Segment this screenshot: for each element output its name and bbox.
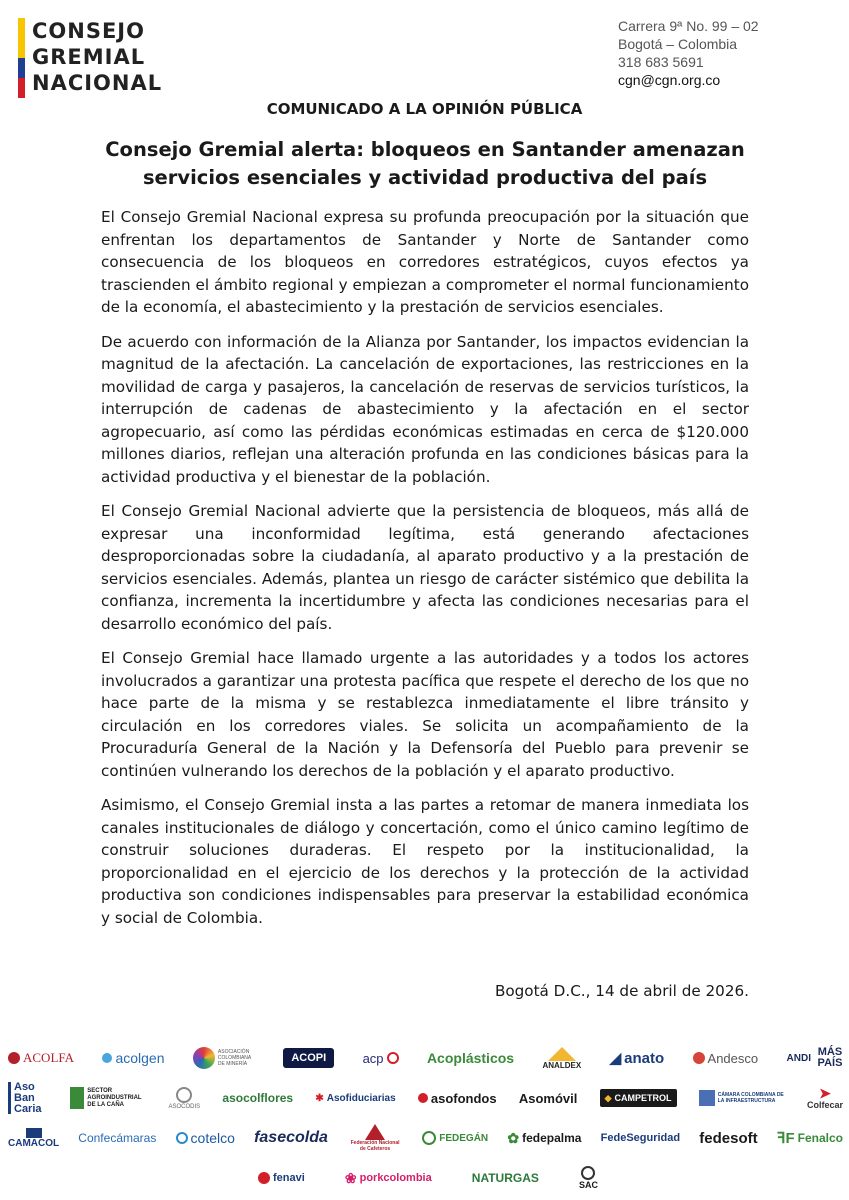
- colfecar-icon: ➤: [819, 1085, 831, 1101]
- cotelco-icon: [176, 1132, 188, 1144]
- logo-acoplasticos: Acoplásticos: [426, 1050, 515, 1066]
- headline-line2: servicios esenciales y actividad productiva del país: [142, 166, 708, 189]
- logo-campetrol: ◆ CAMPETROL: [600, 1089, 677, 1107]
- fnc-icon: [365, 1124, 385, 1140]
- logo-fedepalma: ✿ fedepalma: [507, 1129, 582, 1146]
- flag-blue: [18, 58, 25, 78]
- logo-fedesoft: fedesoft: [699, 1129, 758, 1147]
- logo-asocodis: ASOCODIS: [168, 1082, 200, 1114]
- camacol-icon: [26, 1128, 42, 1138]
- porkcolombia-icon: ❀: [344, 1169, 357, 1186]
- cgn-logo: [18, 18, 178, 100]
- logo-cotelco: cotelco: [176, 1122, 235, 1154]
- anato-icon: ◢: [609, 1050, 622, 1067]
- asofiduciarias-icon: ✱: [315, 1092, 324, 1104]
- logo-asobancaria: Aso Ban Caria: [8, 1082, 48, 1114]
- logo-andi: ANDI MÁS PAÍS: [786, 1046, 843, 1069]
- campetrol-icon: ◆: [604, 1092, 612, 1103]
- fenalco-icon: ꟻF: [776, 1130, 795, 1147]
- document-subtitle: COMUNICADO A LA OPINIÓN PÚBLICA: [266, 100, 583, 118]
- logo-naturgas: NATURGAS: [471, 1171, 539, 1185]
- acp-icon: [387, 1052, 399, 1064]
- acm-icon: [193, 1047, 215, 1069]
- flag-red: [18, 78, 25, 98]
- logo-fedeseguridad: FedeSeguridad: [600, 1132, 681, 1144]
- logo-acp: acp: [363, 1042, 399, 1074]
- logo-colfecar: ➤ Colfecar: [806, 1085, 843, 1110]
- logo-fedegan: FEDEGÁN: [422, 1122, 488, 1154]
- logo-acm: ASOCIACIÓN COLOMBIANA DE MINERÍA: [193, 1042, 255, 1074]
- document-signoff: Bogotá D.C., 14 de abril de 2026.: [494, 982, 749, 1000]
- paragraph-5: Asimismo, el Consejo Gremial insta a las partes a retomar de manera inmediata los canales institucionales de diálogo y concertación, como el único camino legítimo de construir soluciones duraderas. El respeto por la institucionalidad, la proporcionalidad en el ejercicio de los derechos y la protección de la actividad productiva son condiciones indispensables para preservar la estabilidad económica y social de Colombia.: [101, 796, 749, 927]
- logo-line3: NACIONAL: [32, 71, 163, 95]
- document-body: [101, 206, 749, 941]
- fenavi-icon: [258, 1172, 270, 1184]
- headline-line1: Consejo Gremial alerta: bloqueos en Santander amenazan: [105, 138, 745, 161]
- logo-acopi: ACOPI: [283, 1048, 334, 1068]
- logo-asofondos: asofondos: [418, 1082, 497, 1114]
- paragraph-4: El Consejo Gremial hace llamado urgente a las autoridades y a todos los actores involucrados a garantizar una protesta pacífica que respete el derecho de los que no hace parte de la misma y se restablezca inmediatamente el libre tránsito y circulación en los corredores viales. Se solicita un acompañamiento de la Procuraduría General de la Nación y la Defensoría del Pueblo para prevenir se continúen vulnerando los derechos de la población y el aparato productivo.: [101, 649, 749, 780]
- contact-address: Carrera 9ª No. 99 – 02: [618, 18, 759, 34]
- logo-confecamaras: Confecámaras: [78, 1131, 157, 1145]
- logo-fenavi: fenavi: [258, 1162, 305, 1194]
- paragraph-2: De acuerdo con información de la Alianza por Santander, los impactos evidencian la magnitud de la afectación. La cancelación de exportaciones, las restricciones en la movilidad de carga y pasajeros, la cancelación de reservas de servicios turísticos, la interrupción de cadenas de abastecimiento y la afectación en el sector agropecuario, así como las pérdidas económicas estimadas en cerca de $120.000 millones diarios, reflejan una alteración profunda en las condiciones básicas para la actividad productiva y el bienestar de la población.: [101, 332, 749, 486]
- contact-block: [618, 17, 759, 89]
- paragraph-3: El Consejo Gremial Nacional advierte que la persistencia de bloqueos, más allá de expresar una inconformidad legítima, está generando afectaciones desproporcionadas sobre la ciudadanía, al aparato productivo y a la prestación de servicios esenciales. Además, plantea un riesgo de carácter sistémico que debilita la confianza, incrementa la incertidumbre y afecta las condiciones necesarias para el desarrollo económico del país.: [101, 502, 749, 633]
- document-headline: [90, 136, 760, 192]
- logo-row-2: [8, 1080, 843, 1116]
- acolfa-icon: [8, 1052, 20, 1064]
- logo-acolfa: ACOLFA: [8, 1042, 74, 1074]
- logo-anato: ◢ anato: [609, 1049, 665, 1067]
- logo-asofiduciarias: ✱ Asofiduciarias: [315, 1092, 396, 1104]
- paragraph-1: El Consejo Gremial Nacional expresa su profunda preocupación por la situación que enfrentan los departamentos de Santander y Norte de Santander como consecuencia de los bloqueos en corredores estratégicos, cuyos efectos ya trascienden el ámbito regional y empiezan a comprometer el normal funcionamiento de la economía, el abastecimiento y la prestación de servicios esenciales.: [101, 208, 749, 316]
- logo-fasecolda: fasecolda: [254, 1129, 328, 1146]
- logo-porkcolombia: ❀ porkcolombia: [344, 1169, 432, 1186]
- asofondos-icon: [418, 1093, 428, 1103]
- logo-asocana: SECTOR AGROINDUSTRIAL DE LA CAÑA: [70, 1082, 146, 1114]
- logo-row-3: [8, 1120, 843, 1156]
- logo-row-1: [8, 1040, 843, 1076]
- asocana-icon: [70, 1087, 84, 1109]
- logo-row-4: [258, 1160, 598, 1196]
- logo-fenalco: ꟻF Fenalco: [776, 1130, 843, 1147]
- logo-asomovil: Asomóvil: [518, 1090, 578, 1106]
- asocodis-icon: [176, 1087, 192, 1103]
- logo-cci: CÁMARA COLOMBIANA DE LA INFRAESTRUCTURA: [699, 1082, 785, 1114]
- contact-city: Bogotá – Colombia: [618, 36, 738, 52]
- flag-bar: [18, 18, 25, 98]
- contact-phone: 318 683 5691: [618, 54, 704, 70]
- logo-fnc: Federación Nacional de Cafeteros: [347, 1122, 403, 1154]
- logo-line1: CONSEJO: [32, 19, 145, 43]
- logo-sac: SAC: [579, 1162, 598, 1194]
- andesco-icon: [693, 1052, 705, 1064]
- acolgen-icon: [102, 1053, 112, 1063]
- sac-icon: [581, 1166, 595, 1180]
- analdex-icon: [548, 1047, 576, 1061]
- fedepalma-icon: ✿: [507, 1129, 520, 1146]
- flag-yellow: [18, 18, 25, 58]
- logo-camacol: CAMACOL: [8, 1122, 59, 1154]
- logo-andesco: Andesco: [693, 1042, 759, 1074]
- logo-acolgen: acolgen: [102, 1042, 164, 1074]
- logo-analdex: ANALDEX: [542, 1042, 581, 1074]
- logo-text: [32, 18, 162, 96]
- logo-asocolflores: asocolflores: [222, 1091, 294, 1105]
- logo-line2: GREMIAL: [32, 45, 146, 69]
- contact-email[interactable]: cgn@cgn.org.co: [618, 72, 721, 88]
- cci-icon: [699, 1090, 715, 1106]
- fedegan-icon: [422, 1131, 436, 1145]
- member-logos: [8, 1040, 843, 1196]
